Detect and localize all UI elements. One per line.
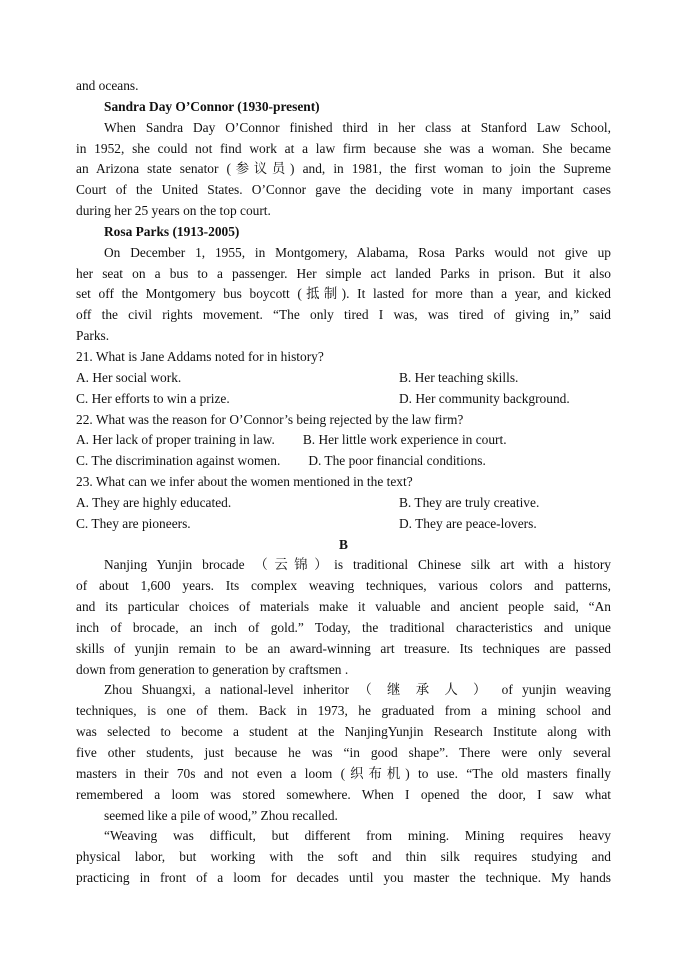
question-stem: 23. What can we infer about the women mentioned in the text? bbox=[76, 474, 413, 490]
option-a[interactable]: A. They are highly educated. bbox=[76, 494, 232, 510]
option-c[interactable]: C. The discrimination against women. bbox=[76, 453, 281, 469]
document-page bbox=[76, 76, 611, 889]
text-line: practicing in front of a loom for decades until you master the technique. My hands bbox=[76, 870, 611, 886]
text-line: seemed like a pile of wood,” Zhou recalled. bbox=[104, 807, 338, 823]
option-a[interactable]: A. Her social work. bbox=[76, 369, 182, 385]
text-line: in 1952, she could not find work at a law firm because she was a woman. She became bbox=[76, 140, 611, 156]
parks-heading: Rosa Parks (1913-2005) bbox=[104, 223, 240, 239]
option-d[interactable]: D. They are peace-lovers. bbox=[399, 515, 537, 531]
option-c[interactable]: C. Her efforts to win a prize. bbox=[76, 390, 230, 406]
option-d[interactable]: D. Her community background. bbox=[399, 390, 570, 406]
question-21 bbox=[76, 347, 611, 410]
yunjin-paragraph-1 bbox=[76, 555, 611, 680]
option-c[interactable]: C. They are pioneers. bbox=[76, 515, 191, 531]
text-line: down from generation to generation by craftsmen . bbox=[76, 661, 349, 677]
text-line: during her 25 years on the top court. bbox=[76, 203, 271, 219]
text-line: and its particular choices of materials make it valuable and ancient people said, “An bbox=[76, 599, 611, 615]
option-b[interactable]: B. Her teaching skills. bbox=[399, 369, 519, 385]
text-line: Zhou Shuangxi, a national-level inheritor （ 继 承 人 ） of yunjin weaving bbox=[104, 682, 611, 698]
question-stem: 21. What is Jane Addams noted for in history? bbox=[76, 348, 324, 364]
question-22 bbox=[76, 410, 611, 473]
text-line: an Arizona state senator (参议员) and, in 1981, the first woman to join the Supreme bbox=[76, 161, 611, 177]
text-line: her seat on a bus to a passenger. Her simple act landed Parks in prison. But it also bbox=[76, 265, 611, 281]
text-line: Parks. bbox=[76, 328, 110, 344]
text-line: off the civil rights movement. “The only tired I was, was tired of giving in,” said bbox=[76, 307, 611, 323]
yunjin-paragraph-3 bbox=[76, 826, 611, 889]
parks-paragraph bbox=[76, 243, 611, 347]
oconnor-heading: Sandra Day O’Connor (1930-present) bbox=[104, 98, 320, 114]
question-23 bbox=[76, 472, 611, 535]
text-line: remembered a loom was stored somewhere. When I opened the door, I saw what bbox=[76, 786, 611, 802]
option-b[interactable]: B. They are truly creative. bbox=[399, 494, 540, 510]
option-d[interactable]: D. The poor financial conditions. bbox=[308, 453, 486, 469]
text-line: of about 1,600 years. Its complex weaving techniques, various colors and patterns, bbox=[76, 578, 611, 594]
text-line: five other students, just because he was “in good shape”. There were only several bbox=[76, 745, 611, 760]
text-line: set off the Montgomery bus boycott (抵制). It lasted for more than a year, and kicked bbox=[76, 286, 611, 302]
section-label-b: B bbox=[339, 536, 348, 552]
text-line: skills of yunjin remain to be an award-winning art treasure. Its techniques are passed bbox=[76, 640, 611, 656]
oconnor-paragraph bbox=[76, 118, 611, 222]
text-line: inch of brocade, an inch of gold.” Today, the traditional characteristics and unique bbox=[76, 619, 611, 635]
text-line: Court of the United States. O’Connor gave the deciding vote in many important cases bbox=[76, 182, 611, 198]
text-line: “Weaving was difficult, but different from mining. Mining requires heavy bbox=[104, 828, 611, 844]
intro-tail: and oceans. bbox=[76, 78, 139, 93]
option-a[interactable]: A. Her lack of proper training in law. bbox=[76, 432, 275, 448]
text-line: masters in their 70s and not even a loom (织布机) to use. “The old masters finally bbox=[76, 765, 611, 781]
question-stem: 22. What was the reason for O’Connor’s being rejected by the law firm? bbox=[76, 411, 464, 427]
text-line: physical labor, but working with the soft and thin silk requires studying and bbox=[76, 849, 611, 865]
text-line: Nanjing Yunjin brocade （云锦）is traditional Chinese silk art with a history bbox=[104, 557, 611, 573]
yunjin-paragraph-2 bbox=[76, 680, 611, 826]
text-line: On December 1, 1955, in Montgomery, Alabama, Rosa Parks would not give up bbox=[104, 244, 611, 260]
option-b[interactable]: B. Her little work experience in court. bbox=[302, 432, 507, 448]
text-line: When Sandra Day O’Connor finished third in her class at Stanford Law School, bbox=[104, 119, 611, 135]
text-line: was selected to become a student at the NanjingYunjin Research Institute along with bbox=[76, 724, 611, 740]
text-line: techniques, is one of them. Back in 1973, he graduated from a mining school and bbox=[76, 703, 611, 719]
